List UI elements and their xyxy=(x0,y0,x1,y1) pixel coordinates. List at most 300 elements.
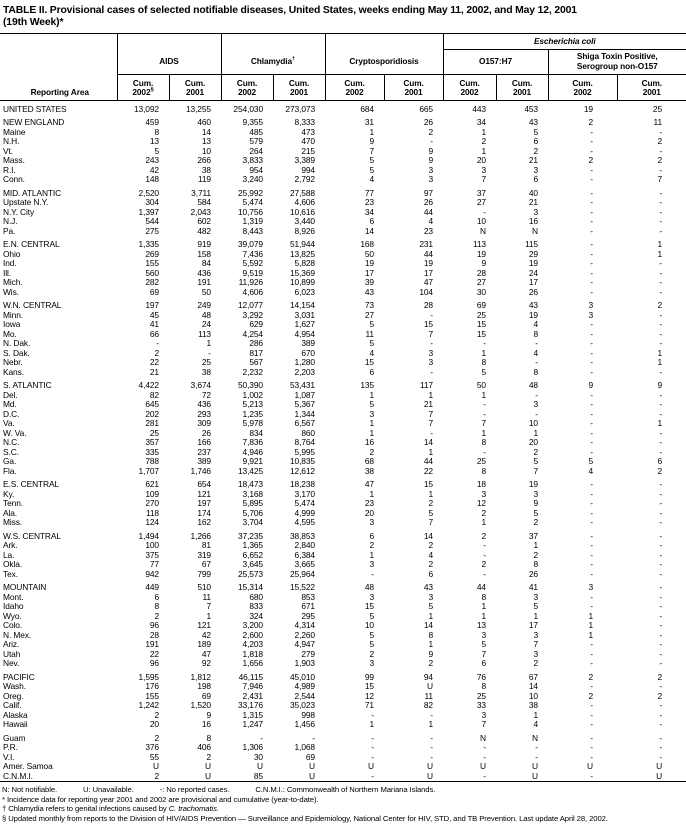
value-cell: - xyxy=(590,639,593,650)
table-row-mid-atlantic xyxy=(0,189,686,199)
value-cell: 19 xyxy=(476,248,486,259)
value-cell: - xyxy=(260,732,263,743)
value-cell: 1,456 xyxy=(294,719,315,730)
value-cell: - xyxy=(659,338,663,349)
value-cell: - xyxy=(590,437,593,448)
value-cell: - xyxy=(371,770,374,781)
value-cell: 1 xyxy=(206,610,211,621)
value-cell: 406 xyxy=(197,742,211,753)
value-cell: 14 xyxy=(528,681,538,692)
table-title-line1: TABLE II. Provisional cases of selected notifiable diseases, United States, weeks ending May 11, 2002, and May 12, 2001 xyxy=(3,5,577,16)
table-row-nev xyxy=(0,659,686,669)
value-cell: 1,812 xyxy=(190,671,211,682)
value-cell: 5,474 xyxy=(294,498,315,509)
value-cell: - xyxy=(535,338,538,349)
value-cell: 17 xyxy=(364,267,374,278)
table-row-maine xyxy=(0,128,686,138)
legend-item: N: Not notifiable. xyxy=(2,785,58,795)
value-cell: - xyxy=(659,610,663,621)
table-row-nebr xyxy=(0,358,686,368)
value-cell: 26 xyxy=(528,568,538,579)
value-cell: 2 xyxy=(657,671,663,682)
value-cell: - xyxy=(483,568,486,579)
value-cell: - xyxy=(535,751,538,762)
value-cell: 47 xyxy=(201,648,211,659)
table-row-okla xyxy=(0,560,686,570)
value-cell: 12 xyxy=(476,498,486,509)
value-cell: 249 xyxy=(197,300,211,311)
value-cell: 202 xyxy=(145,408,159,419)
value-cell: 19 xyxy=(528,479,538,490)
value-cell: 5 xyxy=(533,126,538,137)
value-cell: - xyxy=(590,206,593,217)
value-cell: 191 xyxy=(197,277,211,288)
value-cell: 3 xyxy=(533,488,538,499)
value-cell: 2 xyxy=(533,549,538,560)
value-cell: 94 xyxy=(423,671,433,682)
value-cell: 23 xyxy=(423,225,433,236)
value-cell: 243 xyxy=(145,155,159,166)
value-cell: 3,031 xyxy=(294,309,315,320)
value-cell: 162 xyxy=(197,517,211,528)
value-cell: 470 xyxy=(301,136,315,147)
value-cell: 38,853 xyxy=(289,530,315,541)
value-cell: 22 xyxy=(149,648,159,659)
area-cell: Nev. xyxy=(3,658,20,669)
value-cell: 1 xyxy=(428,610,433,621)
value-cell: - xyxy=(659,216,663,227)
value-cell: 12,612 xyxy=(289,465,315,476)
value-cell: 6 xyxy=(533,136,538,147)
value-cell: 18 xyxy=(476,479,486,490)
value-cell: 275 xyxy=(145,225,159,236)
value-cell: 44 xyxy=(476,582,486,593)
table-title-line2: (19th Week)* xyxy=(3,16,64,28)
area-cell: Ark. xyxy=(3,540,18,551)
value-cell: 46,115 xyxy=(238,671,263,682)
table-row-n-c xyxy=(0,438,686,448)
value-cell: 2 xyxy=(588,690,593,701)
value-cell: - xyxy=(371,732,374,743)
value-cell: 148 xyxy=(145,174,159,185)
value-cell: 1,903 xyxy=(294,658,315,669)
value-cell: 665 xyxy=(419,103,433,114)
value-cell: 5 xyxy=(588,456,593,467)
value-cell: 3 xyxy=(588,582,593,593)
value-cell: 6,567 xyxy=(294,418,315,429)
value-cell: 40 xyxy=(528,187,538,198)
value-cell: 10,835 xyxy=(289,456,315,467)
value-cell: 26 xyxy=(528,286,538,297)
value-cell: 6 xyxy=(369,530,374,541)
value-cell: 3,292 xyxy=(242,309,263,320)
value-cell: 71 xyxy=(364,700,374,711)
value-cell: 26 xyxy=(201,427,211,438)
value-cell: 135 xyxy=(360,380,374,391)
value-cell: 5 xyxy=(369,338,374,349)
value-cell: - xyxy=(590,225,593,236)
value-cell: 11 xyxy=(653,117,663,128)
value-cell: 47 xyxy=(364,479,374,490)
table-row-w-n-central xyxy=(0,301,686,311)
value-cell: 1 xyxy=(533,610,538,621)
value-cell: 459 xyxy=(145,117,159,128)
area-cell: Kans. xyxy=(3,366,24,377)
value-cell: - xyxy=(659,540,663,551)
value-cell: 8 xyxy=(533,328,538,339)
area-cell: Upstate N.Y. xyxy=(3,197,49,208)
value-cell: 19 xyxy=(364,258,374,269)
value-cell: 4,203 xyxy=(242,639,263,650)
value-cell: 81 xyxy=(201,540,211,551)
value-cell: 15,314 xyxy=(237,582,263,593)
value-cell: 10,616 xyxy=(289,206,315,217)
value-cell: 44 xyxy=(423,248,433,259)
area-cell: MID. ATLANTIC xyxy=(3,187,62,198)
value-cell: 10,756 xyxy=(237,206,263,217)
value-cell: 10 xyxy=(528,690,538,701)
value-cell: - xyxy=(156,338,159,349)
value-cell: 4,947 xyxy=(294,639,315,650)
area-cell: Amer. Samoa xyxy=(3,761,53,772)
value-cell: 6 xyxy=(428,568,433,579)
area-cell: Va. xyxy=(3,418,15,429)
value-cell: 9 xyxy=(369,136,374,147)
value-cell: 1 xyxy=(657,347,663,358)
value-cell: 2 xyxy=(428,498,433,509)
value-cell: 43 xyxy=(528,300,538,311)
value-cell: 1 xyxy=(369,427,374,438)
value-cell: - xyxy=(430,742,433,753)
value-cell: 3 xyxy=(369,517,374,528)
area-cell: Wyo. xyxy=(3,610,22,621)
value-cell: 3 xyxy=(588,300,593,311)
area-cell: P.R. xyxy=(3,742,18,753)
value-cell: 1 xyxy=(369,126,374,137)
value-cell: 3 xyxy=(428,357,433,368)
value-cell: 17 xyxy=(528,277,538,288)
value-cell: - xyxy=(590,187,593,198)
value-cell: 2,544 xyxy=(294,690,315,701)
column-group-chlamydia: Chlamydia† xyxy=(221,49,325,74)
value-cell: 119 xyxy=(197,174,211,185)
table-row-ill xyxy=(0,269,686,279)
value-cell: 286 xyxy=(249,338,263,349)
value-cell: - xyxy=(590,248,593,259)
value-cell: - xyxy=(535,389,538,400)
table-row-hawaii xyxy=(0,720,686,730)
value-cell: - xyxy=(483,399,486,410)
value-cell: - xyxy=(590,658,593,669)
value-cell: - xyxy=(659,488,663,499)
value-cell: - xyxy=(590,530,593,541)
value-cell: 8 xyxy=(154,126,159,137)
table-row-del xyxy=(0,391,686,401)
value-cell: 10 xyxy=(476,216,486,227)
value-cell: U xyxy=(532,770,538,781)
value-cell: 3 xyxy=(481,164,486,175)
value-cell: 295 xyxy=(301,610,315,621)
value-cell: 13,425 xyxy=(237,465,263,476)
value-cell: 21 xyxy=(149,366,159,377)
value-cell: 6 xyxy=(154,591,159,602)
value-cell: - xyxy=(590,446,593,457)
area-cell: E.S. CENTRAL xyxy=(3,479,60,490)
value-cell: 1 xyxy=(481,145,486,156)
value-cell: 10,899 xyxy=(289,277,315,288)
value-cell: - xyxy=(590,479,593,490)
value-cell: 1 xyxy=(428,639,433,650)
value-cell: 9 xyxy=(481,258,486,269)
value-cell: - xyxy=(483,206,486,217)
value-cell: 50 xyxy=(364,248,374,259)
value-cell: 4 xyxy=(533,347,538,358)
value-cell: 2 xyxy=(154,709,159,720)
value-cell: 1,656 xyxy=(242,658,263,669)
value-cell: 26 xyxy=(423,197,433,208)
value-cell: - xyxy=(590,174,593,185)
value-cell: 47 xyxy=(423,277,433,288)
value-cell: 3 xyxy=(533,648,538,659)
value-cell: 629 xyxy=(249,319,263,330)
value-cell: - xyxy=(590,319,593,330)
value-cell: - xyxy=(659,530,663,541)
value-cell: 24 xyxy=(201,319,211,330)
table-row-upstate-n-y xyxy=(0,198,686,208)
value-cell: 25 xyxy=(476,456,486,467)
value-cell: 3 xyxy=(481,488,486,499)
table-row-colo xyxy=(0,621,686,631)
value-cell: 1 xyxy=(481,427,486,438)
value-cell: - xyxy=(659,629,663,640)
value-cell: - xyxy=(659,446,663,457)
area-cell: Ala. xyxy=(3,507,18,518)
value-cell: 5 xyxy=(481,366,486,377)
value-cell: 8,333 xyxy=(294,117,315,128)
value-cell: 1,002 xyxy=(242,389,263,400)
area-cell: Ga. xyxy=(3,456,17,467)
value-cell: 485 xyxy=(249,126,263,137)
value-cell: 2 xyxy=(428,658,433,669)
value-cell: 7 xyxy=(206,601,211,612)
value-cell: 1,746 xyxy=(190,465,211,476)
table-row-n-mex xyxy=(0,631,686,641)
value-cell: - xyxy=(659,591,663,602)
value-cell: 324 xyxy=(249,610,263,621)
value-cell: 104 xyxy=(419,286,433,297)
value-cell: 37,235 xyxy=(237,530,263,541)
value-cell: 2 xyxy=(154,770,159,781)
value-cell: - xyxy=(590,507,593,518)
value-cell: 1 xyxy=(206,338,211,349)
value-cell: 1 xyxy=(657,248,663,259)
area-cell: PACIFIC xyxy=(3,671,35,682)
value-cell: 7 xyxy=(428,517,433,528)
value-cell: - xyxy=(590,267,593,278)
area-cell: Md. xyxy=(3,399,17,410)
table-row-r-i xyxy=(0,166,686,176)
value-cell: 5 xyxy=(369,319,374,330)
value-cell: 1 xyxy=(369,549,374,560)
value-cell: 1 xyxy=(481,347,486,358)
value-cell: 919 xyxy=(197,239,211,250)
value-cell: 25 xyxy=(476,309,486,320)
value-cell: 176 xyxy=(145,681,159,692)
value-cell: - xyxy=(590,216,593,227)
value-cell: 3 xyxy=(533,164,538,175)
value-cell: - xyxy=(659,620,663,631)
value-cell: 1,306 xyxy=(242,742,263,753)
value-cell: - xyxy=(659,719,663,730)
value-cell: U xyxy=(656,770,663,781)
column-header-2: Cum. 2001 xyxy=(169,74,221,100)
value-cell: 25 xyxy=(149,427,159,438)
value-cell: 8 xyxy=(533,366,538,377)
value-cell: 1 xyxy=(428,488,433,499)
value-cell: 14 xyxy=(364,225,374,236)
value-cell: 26 xyxy=(423,117,433,128)
value-cell: - xyxy=(483,742,486,753)
table-row-ga xyxy=(0,457,686,467)
value-cell: 1,335 xyxy=(138,239,159,250)
value-cell: 473 xyxy=(301,126,315,137)
value-cell: 5,474 xyxy=(242,197,263,208)
cum-header-row xyxy=(0,74,686,100)
column-group-aids: AIDS xyxy=(117,49,221,74)
footnotes xyxy=(0,782,686,823)
value-cell: 15 xyxy=(476,319,486,330)
value-cell: - xyxy=(430,338,433,349)
value-cell: - xyxy=(659,187,663,198)
value-cell: 1,595 xyxy=(138,671,159,682)
table-row-idaho xyxy=(0,602,686,612)
value-cell: 9 xyxy=(588,380,593,391)
value-cell: 684 xyxy=(360,103,374,114)
value-cell: 97 xyxy=(423,187,433,198)
value-cell: - xyxy=(590,136,593,147)
table-row-wis xyxy=(0,288,686,298)
value-cell: - xyxy=(590,258,593,269)
value-cell: 2 xyxy=(154,732,159,743)
value-cell: - xyxy=(659,507,663,518)
value-cell: 231 xyxy=(419,239,433,250)
value-cell: 1 xyxy=(657,239,663,250)
value-cell: 4,606 xyxy=(294,197,315,208)
value-cell: U xyxy=(309,761,315,772)
value-cell: 2 xyxy=(533,658,538,669)
table-row-ohio xyxy=(0,250,686,260)
area-cell: Mass. xyxy=(3,155,25,166)
value-cell: 3 xyxy=(533,591,538,602)
table-row-va xyxy=(0,419,686,429)
area-cell: NEW ENGLAND xyxy=(3,117,65,128)
value-cell: 269 xyxy=(145,248,159,259)
value-cell: 2 xyxy=(657,465,663,476)
value-cell: 2 xyxy=(481,507,486,518)
value-cell: 55 xyxy=(149,751,159,762)
value-cell: 48 xyxy=(201,309,211,320)
value-cell: 113 xyxy=(472,239,486,250)
table-row-mich xyxy=(0,278,686,288)
value-cell: 4,314 xyxy=(294,620,315,631)
value-cell: - xyxy=(590,197,593,208)
value-cell: 6 xyxy=(369,366,374,377)
value-cell: 281 xyxy=(145,418,159,429)
value-cell: 25 xyxy=(476,690,486,701)
table-row-v-i xyxy=(0,753,686,763)
value-cell: 3 xyxy=(588,309,593,320)
value-cell: 73 xyxy=(364,300,374,311)
value-cell: 3 xyxy=(428,591,433,602)
value-cell: 5 xyxy=(369,155,374,166)
area-cell: N. Mex. xyxy=(3,629,32,640)
value-cell: 4 xyxy=(533,319,538,330)
value-cell: 2,431 xyxy=(242,690,263,701)
value-cell: - xyxy=(659,559,663,570)
value-cell: - xyxy=(659,517,663,528)
value-cell: - xyxy=(590,338,593,349)
table-row-n-j xyxy=(0,217,686,227)
value-cell: U xyxy=(309,770,315,781)
value-cell: 436 xyxy=(197,399,211,410)
value-cell: 8 xyxy=(154,601,159,612)
value-cell: 9,921 xyxy=(242,456,263,467)
column-header-1: Cum. 2002§ xyxy=(117,74,169,100)
value-cell: U xyxy=(480,761,486,772)
table-title xyxy=(0,0,686,31)
value-cell: 3 xyxy=(481,709,486,720)
column-group-cryptosporidiosis: Cryptosporidiosis xyxy=(325,49,443,74)
value-cell: - xyxy=(659,267,663,278)
value-cell: 2 xyxy=(369,540,374,551)
value-cell: 3 xyxy=(428,347,433,358)
value-cell: 27 xyxy=(476,277,486,288)
value-cell: 2 xyxy=(481,530,486,541)
value-cell: - xyxy=(590,719,593,730)
value-cell: 100 xyxy=(145,540,159,551)
value-cell: - xyxy=(312,732,315,743)
value-cell: 2 xyxy=(428,126,433,137)
value-cell: - xyxy=(430,366,433,377)
column-header-8: Cum. 2001 xyxy=(496,74,548,100)
value-cell: U xyxy=(205,761,211,772)
value-cell: 1 xyxy=(428,389,433,400)
value-cell: - xyxy=(483,446,486,457)
value-cell: 4 xyxy=(428,216,433,227)
value-cell: 1,242 xyxy=(138,700,159,711)
value-cell: - xyxy=(659,309,663,320)
value-cell: 834 xyxy=(249,427,263,438)
value-cell: - xyxy=(590,568,593,579)
value-cell: 4,999 xyxy=(294,507,315,518)
value-cell: U xyxy=(153,761,159,772)
value-cell: - xyxy=(208,347,211,358)
value-cell: 3 xyxy=(369,591,374,602)
value-cell: - xyxy=(590,498,593,509)
value-cell: - xyxy=(430,427,433,438)
value-cell: 1,319 xyxy=(242,216,263,227)
value-cell: - xyxy=(535,357,538,368)
footnote-legend xyxy=(2,785,683,795)
value-cell: 7 xyxy=(481,648,486,659)
value-cell: 117 xyxy=(419,380,433,391)
column-header-5: Cum. 2002 xyxy=(325,74,384,100)
value-cell: U xyxy=(368,761,374,772)
table-row-n-dak xyxy=(0,339,686,349)
value-cell: 436 xyxy=(197,267,211,278)
value-cell: 264 xyxy=(249,145,263,156)
value-cell: 21 xyxy=(528,155,538,166)
